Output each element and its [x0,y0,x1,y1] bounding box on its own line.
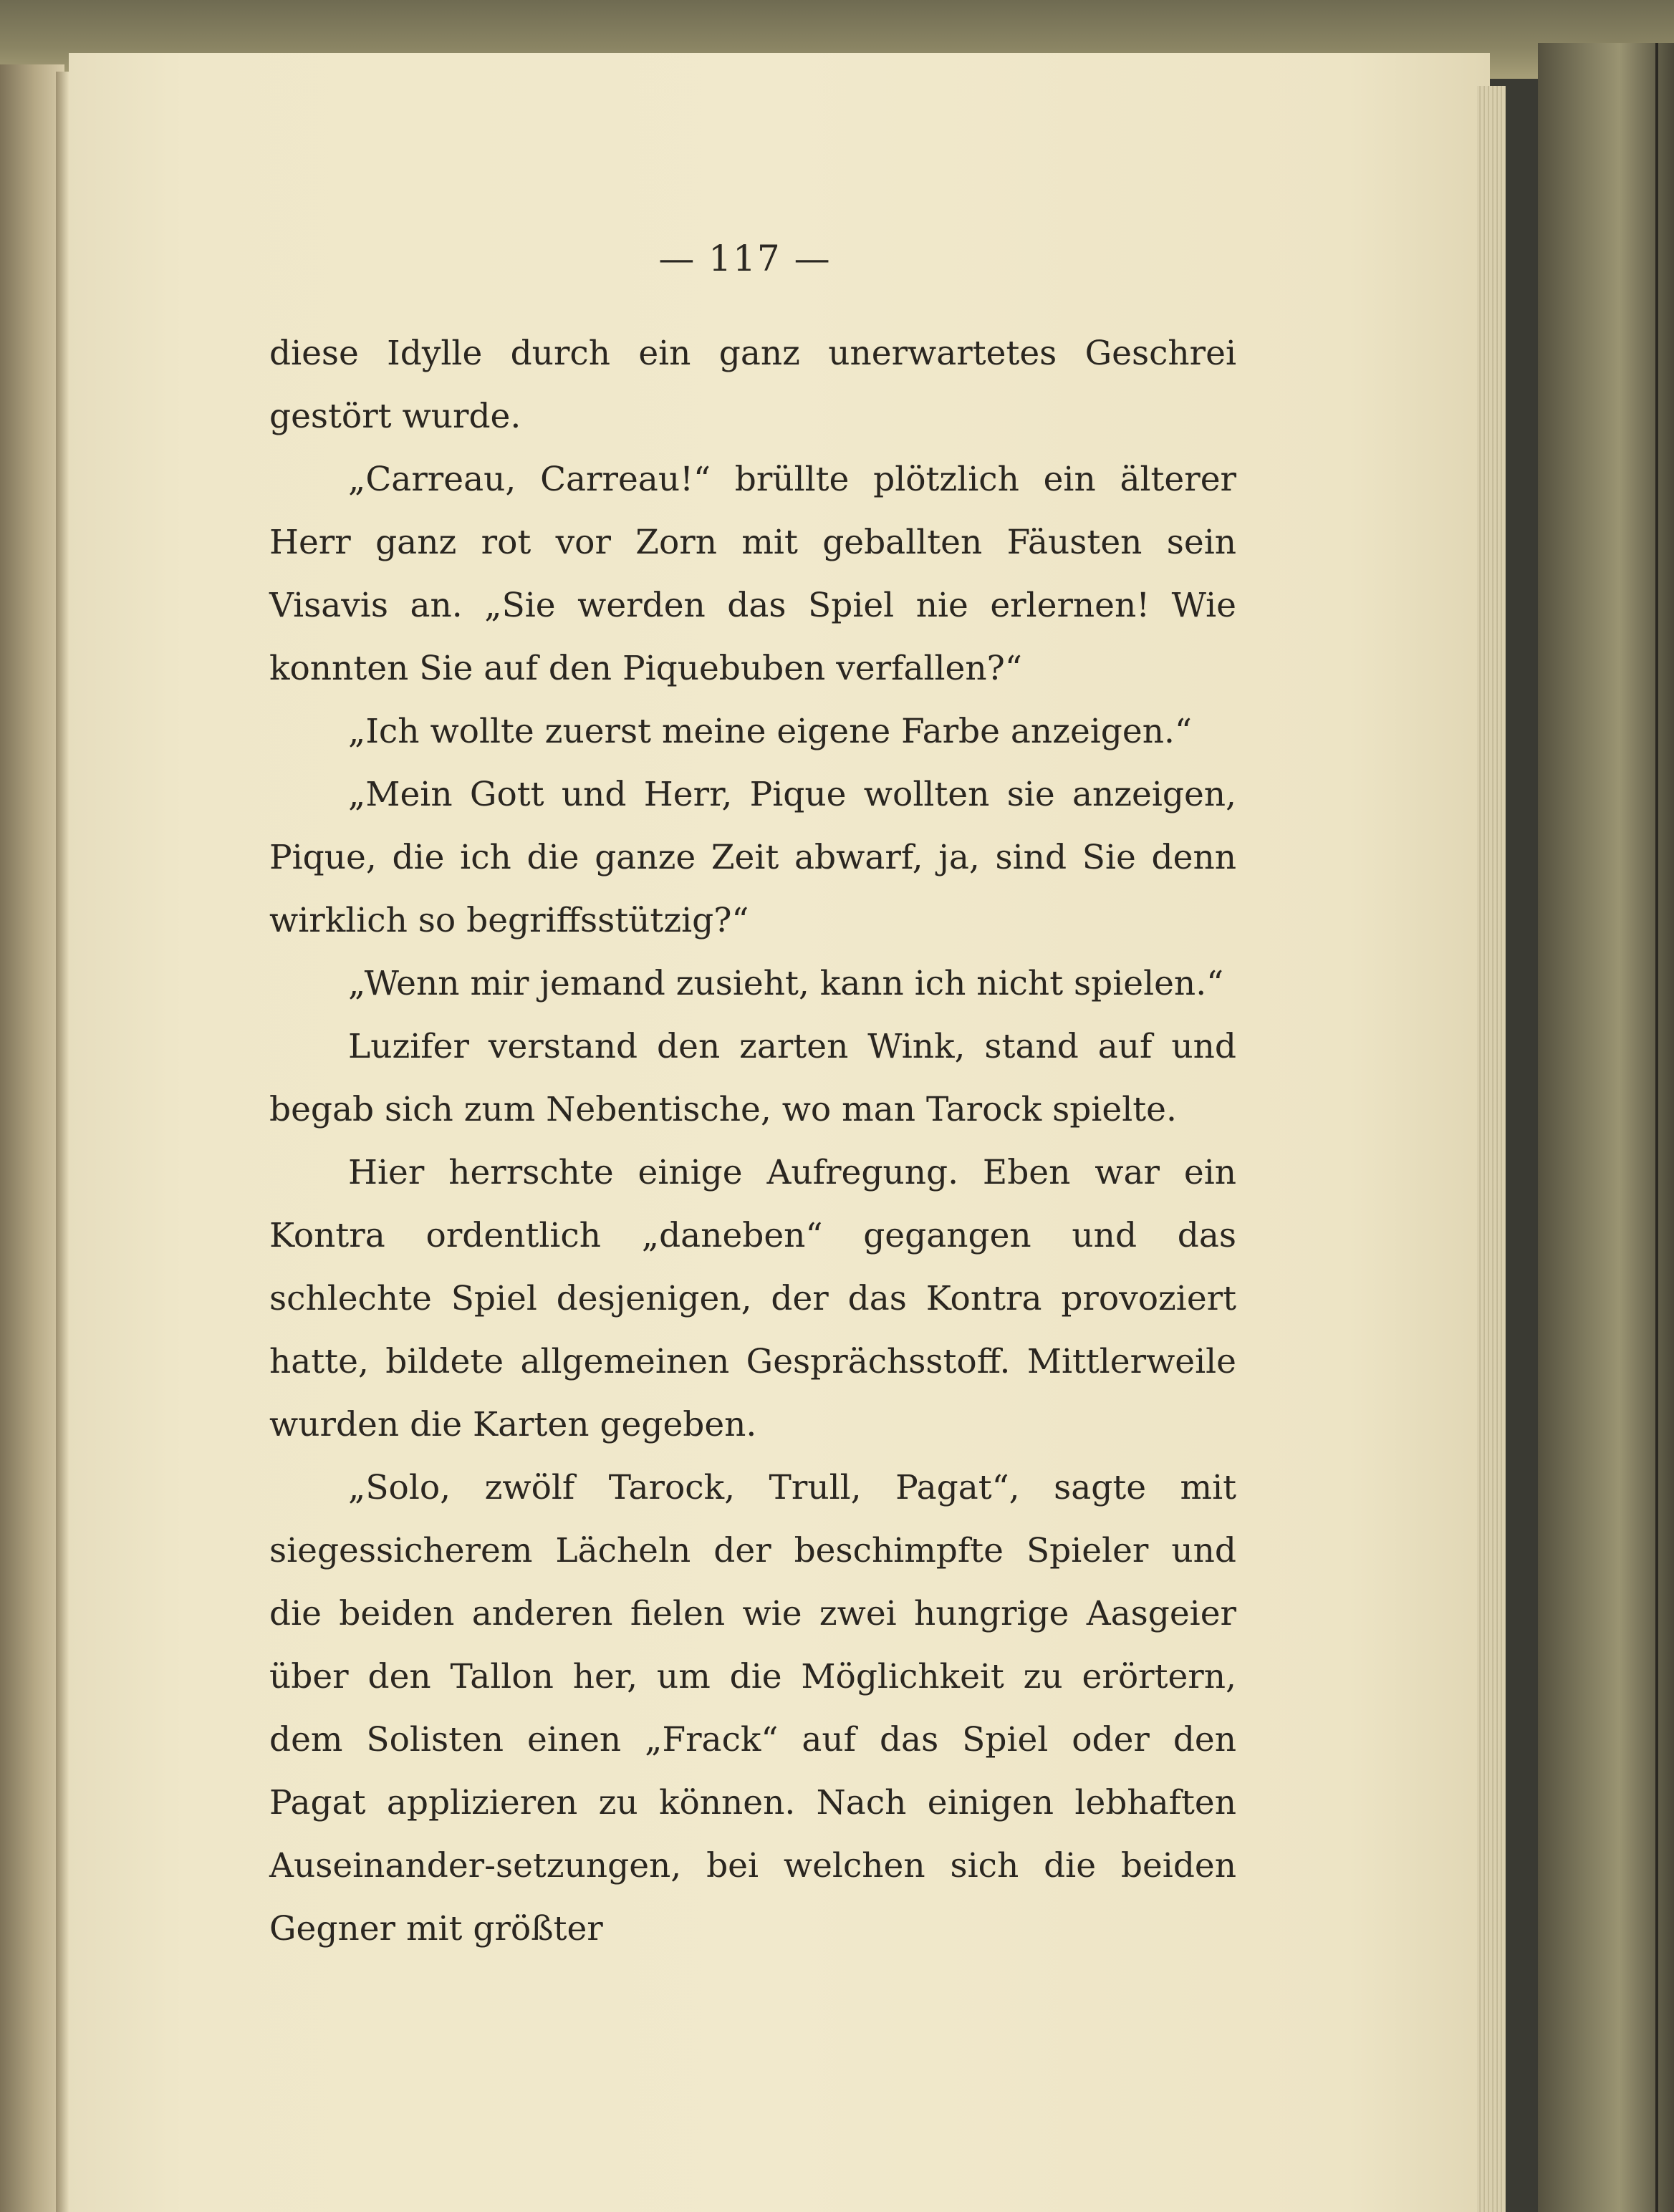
page-number: — 117 — [658,238,832,279]
page-edges [1477,86,1506,2212]
left-page-edge [0,64,64,2212]
gutter [56,72,69,2212]
paragraph: diese Idylle durch ein ganz unerwartetes Geschrei gestört wurde. [269,334,1236,436]
paragraph: „Solo, zwölf Tarock, Trull, Pagat“, sagte mit siegessicherem Lächeln der beschimpfte Spieler und die beiden anderen fielen wie zwei hungrige Aasgeier über den Tallon her, um die Möglichkeit zu erörtern, dem Solisten einen „Frack“ auf das Spiel oder den Pagat applizieren zu können. Nach einigen lebhaften Auseinander-setzungen, bei welchen sich die beiden Gegner mit größter [269,1468,1236,1948]
paragraph: „Mein Gott und Herr, Pique wollten sie anzeigen, Pique, die ich die ganze Zeit abwarf, ja, sind Sie denn wirklich so begriffsstützig?“ [269,775,1236,940]
paragraph: „Ich wollte zuerst meine eigene Farbe anzeigen.“ [348,712,1192,751]
paragraph: „Wenn mir jemand zusieht, kann ich nicht spielen.“ [348,964,1224,1003]
paragraph: Luzifer verstand den zarten Wink, stand auf und begab sich zum Nebentische, wo man Tarock spielte. [269,1027,1236,1129]
body-text [269,322,1236,1961]
paragraph: Hier herrschte einige Aufregung. Eben war ein Kontra ordentlich „daneben“ gegangen und das schlechte Spiel desjenigen, der das Kontra provoziert hatte, bildete allgemeinen Gesprächsstoff. Mittlerweile wurden die Karten gegeben. [269,1153,1236,1444]
book-binding-right [1538,43,1674,2212]
paragraph: „Carreau, Carreau!“ brüllte plötzlich ein älterer Herr ganz rot vor Zorn mit geballten Fäusten sein Visavis an. „Sie werden das Spiel nie erlernen! Wie konnten Sie auf den Piquebuben verfallen?“ [269,460,1236,688]
